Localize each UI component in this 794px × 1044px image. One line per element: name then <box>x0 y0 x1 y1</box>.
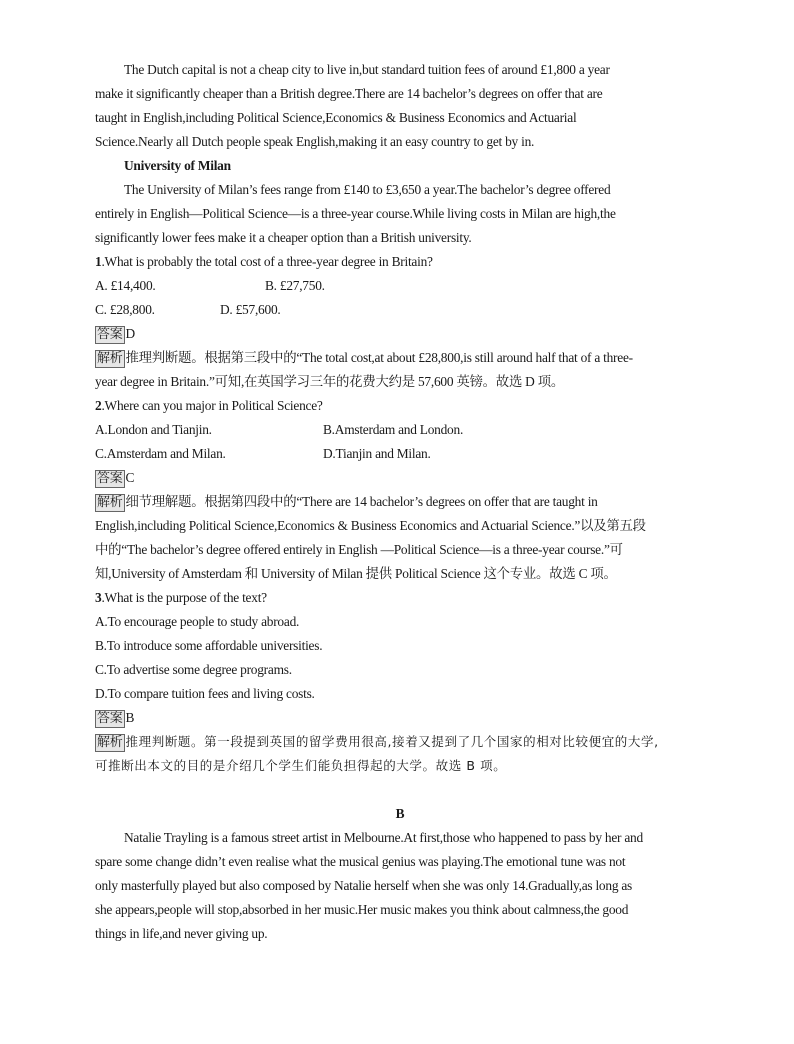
analysis-line <box>95 346 705 370</box>
paragraph-line: things in life,and never giving up. <box>95 926 268 941</box>
paragraph-line: make it significantly cheaper than a British degree.There are 14 bachelor’s degrees on offer that are <box>95 86 603 101</box>
option-b: B.Amsterdam and London. <box>323 422 464 437</box>
spacer <box>95 778 705 802</box>
analysis-line: year degree in Britain.”可知,在英国学习三年的花费大约是 57,600 英镑。故选 D 项。 <box>95 374 564 389</box>
option-d: D. £57,600. <box>220 302 281 317</box>
option-c: C.Amsterdam and Milan. <box>95 446 226 461</box>
options-row <box>95 418 705 442</box>
paragraph-line: she appears,people will stop,absorbed in her music.Her music makes you think about calmness,the good <box>95 902 629 917</box>
question-number: 3 <box>95 590 102 605</box>
option-c: C. £28,800. <box>95 302 155 317</box>
answer-value: B <box>125 710 135 725</box>
answer-line <box>95 706 705 730</box>
option-b: B.To introduce some affordable universities. <box>95 638 323 653</box>
option-d: D.Tianjin and Milan. <box>323 446 431 461</box>
options-row <box>95 274 705 298</box>
answer-label: 答案 <box>97 711 123 726</box>
option-a: A.To encourage people to study abroad. <box>95 614 300 629</box>
analysis-text: 推理判断题。第一段提到英国的留学费用很高,接着又提到了几个国家的相对比较便宜的大学, <box>125 734 659 749</box>
analysis-line: 可推断出本文的目的是介绍几个学生们能负担得起的大学。故选 B 项。 <box>95 758 507 773</box>
option-a: A.London and Tianjin. <box>95 422 212 437</box>
option-d: D.To compare tuition fees and living costs. <box>95 686 315 701</box>
paragraph-line: significantly lower fees make it a cheaper option than a British university. <box>95 230 472 245</box>
question-text: .What is probably the total cost of a three-year degree in Britain? <box>101 254 433 269</box>
question-stem <box>95 586 705 610</box>
paragraph-line: The University of Milan’s fees range from £140 to £3,650 a year.The bachelor’s degree offered <box>124 182 611 197</box>
answer-line <box>95 466 705 490</box>
analysis-label: 解析 <box>97 351 123 366</box>
paragraph-line: entirely in English—Political Science—is a three-year course.While living costs in Milan are high,the <box>95 206 616 221</box>
analysis-line: 知,University of Amsterdam 和 University of Milan 提供 Political Science 这个专业。故选 C 项。 <box>95 566 617 581</box>
options-row <box>95 298 705 322</box>
option-a: A. £14,400. <box>95 278 156 293</box>
analysis-text: 细节理解题。根据第四段中的“There are 14 bachelor’s degrees on offer that are taught in <box>125 494 598 509</box>
question-1 <box>95 250 705 394</box>
milan-heading: University of Milan <box>124 158 231 173</box>
amsterdam-paragraph <box>95 58 705 154</box>
analysis-label: 解析 <box>97 495 123 510</box>
options-row <box>95 442 705 466</box>
paragraph-line: taught in English,including Political Science,Economics & Business Economics and Actuarial <box>95 110 577 125</box>
question-stem <box>95 250 705 274</box>
answer-line <box>95 322 705 346</box>
analysis-line <box>95 490 705 514</box>
option-b: B. £27,750. <box>265 278 325 293</box>
passage-b-paragraph <box>95 826 705 946</box>
question-stem <box>95 394 705 418</box>
document-page <box>95 58 705 946</box>
question-number: 1 <box>95 254 102 269</box>
paragraph-line: Natalie Trayling is a famous street artist in Melbourne.At first,those who happened to pass by her and <box>124 830 643 845</box>
option-c: C.To advertise some degree programs. <box>95 662 292 677</box>
analysis-text: 推理判断题。根据第三段中的“The total cost,at about £28,800,is still around half that of a three- <box>125 350 633 365</box>
paragraph-line: only masterfully played but also composed by Natalie herself when she was only 14.Gradually,as long as <box>95 878 633 893</box>
milan-paragraph <box>95 178 705 250</box>
analysis-line: English,including Political Science,Economics & Business Economics and Actuarial Science.”以及第五段 <box>95 518 646 533</box>
question-2 <box>95 394 705 586</box>
analysis-line: 中的“The bachelor’s degree offered entirely in English —Political Science—is a three-year course.”可 <box>95 542 623 557</box>
analysis-label: 解析 <box>97 735 123 750</box>
question-3 <box>95 586 705 778</box>
answer-label: 答案 <box>97 471 123 486</box>
answer-value: D <box>125 326 135 341</box>
analysis-line <box>95 730 705 754</box>
question-text: .Where can you major in Political Science? <box>101 398 323 413</box>
passage-b-heading: B <box>395 806 405 821</box>
answer-label: 答案 <box>97 327 123 342</box>
paragraph-line: Science.Nearly all Dutch people speak English,making it an easy country to get by in. <box>95 134 535 149</box>
question-number: 2 <box>95 398 102 413</box>
paragraph-line: spare some change didn’t even realise what the musical genius was playing.The emotional tune was not <box>95 854 626 869</box>
answer-value: C <box>125 470 135 485</box>
question-text: .What is the purpose of the text? <box>101 590 267 605</box>
paragraph-line: The Dutch capital is not a cheap city to live in,but standard tuition fees of around £1,800 a year <box>124 62 610 77</box>
